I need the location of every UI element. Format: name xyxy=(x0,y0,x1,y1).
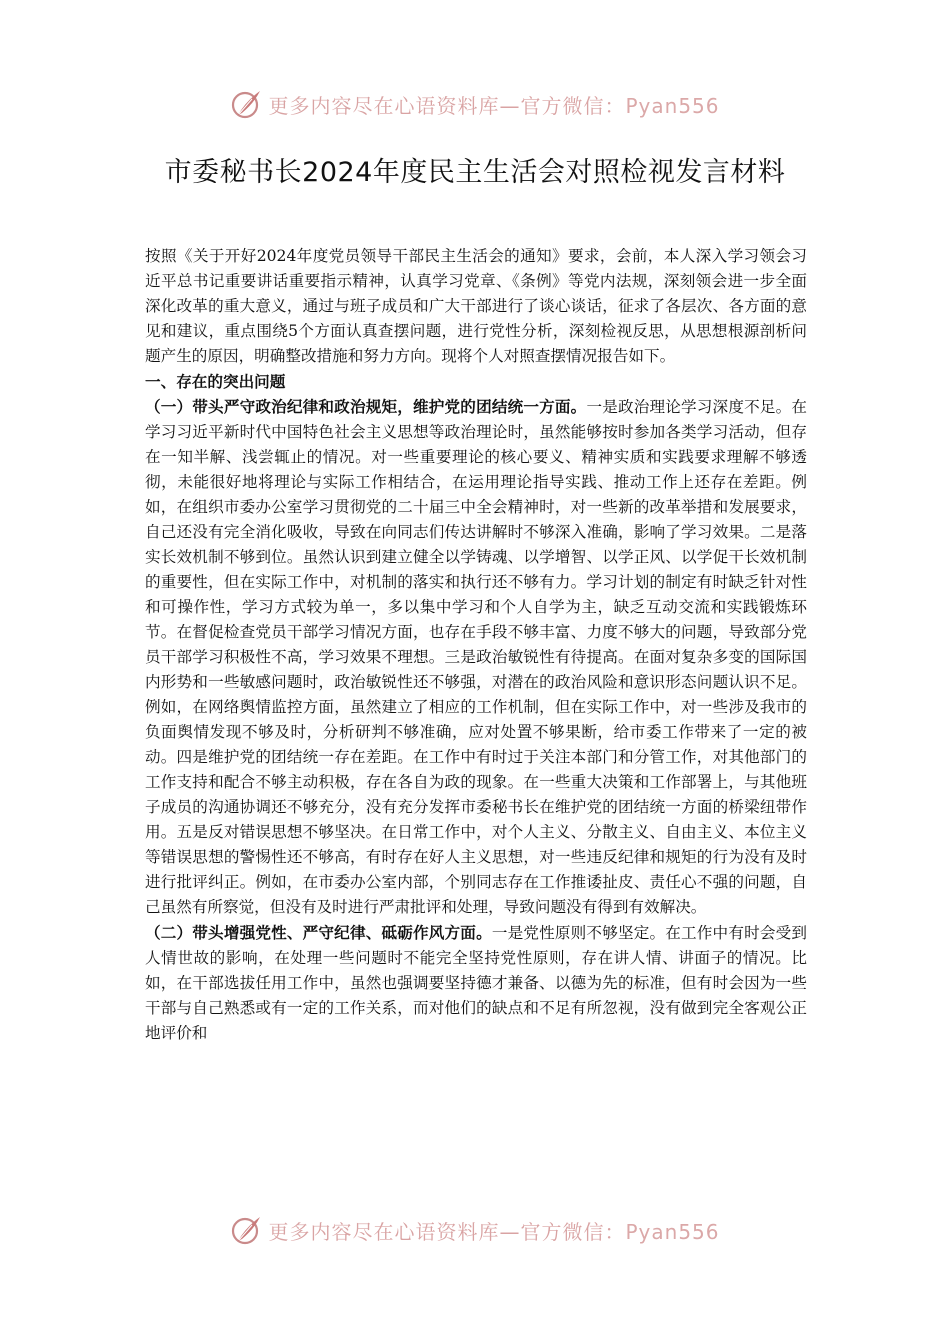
quill-logo-icon xyxy=(230,1213,264,1247)
section-heading: 一、存在的突出问题 xyxy=(145,372,286,391)
watermark-text: 更多内容尽在心语资料库—官方微信：Pyan556 xyxy=(268,1219,720,1244)
subsection-1-body: 一是政治理论学习深度不足。在学习习近平新时代中国特色社会主义思想等政治理论时，虽然能够按时参加各类学习活动，但存在一知半解、浅尝辄止的情况。对一些重要理论的核心要义、精神实质和实践要求理解不够透彻，未能很好地将理论与实际工作相结合，在运用理论指导实践、推动工作上还存在差距。例如，在组织市委办公室学习贯彻党的二十届三中全会精神时，对一些新的改革举措和发展要求，自己还没有完全消化吸收，导致在向同志们传达讲解时不够深入准确，影响了学习效果。二是落实长效机制不够到位。虽然认识到建立健全以学铸魂、以学增智、以学正风、以学促干长效机制的重要性，但在实际工作中，对机制的落实和执行还不够有力。学习计划的制定有时缺乏针对性和可操作性，学习方式较为单一，多以集中学习和个人自学为主，缺乏互动交流和实践锻炼环节。在督促检查党员干部学习情况方面，也存在手段不够丰富、力度不够大的问题，导致部分党员干部学习积极性不高，学习效果不理想。三是政治敏锐性有待提高。在面对复杂多变的国际国内形势和一些敏感问题时，政治敏锐性还不够强，对潜在的政治风险和意识形态问题认识不足。例如，在网络舆情监控方面，虽然建立了相应的工作机制，但在实际工作中，对一些涉及我市的负面舆情发现不够及时，分析研判不够准确，应对处置不够果断，给市委工作带来了一定的被动。四是维护党的团结统一存在差距。在工作中有时过于关注本部门和分管工作，对其他部门的工作支持和配合不够主动积极，存在各自为政的现象。在一些重大决策和工作部署上，与其他班子成员的沟通协调还不够充分，没有充分发挥市委秘书长在维护党的团结统一方面的桥梁纽带作用。五是反对错误思想不够坚决。在日常工作中，对个人主义、分散主义、自由主义、本位主义等错误思想的警惕性还不够高，有时存在好人主义思想，对一些违反纪律和规矩的行为没有及时进行批评纠正。例如，在市委办公室内部，个别同志存在工作推诿扯皮、责任心不强的问题，自己虽然有所察觉，但没有及时进行严肃批评和处理，导致问题没有得到有效解决。 xyxy=(145,398,807,916)
subsection-2 xyxy=(145,920,807,1046)
quill-logo-icon xyxy=(230,87,264,121)
watermark-footer xyxy=(0,1210,950,1250)
document-body xyxy=(145,244,807,1046)
watermark-header xyxy=(0,84,950,124)
subsection-1 xyxy=(145,394,807,920)
watermark-text: 更多内容尽在心语资料库—官方微信：Pyan556 xyxy=(268,93,720,118)
subsection-2-lead: （二）带头增强党性、严守纪律、砥砺作风方面。 xyxy=(145,923,492,942)
subsection-2-body: 一是党性原则不够坚定。在工作中有时会受到人情世故的影响，在处理一些问题时不能完全坚持党性原则，存在讲人情、讲面子的情况。比如，在干部选拔任用工作中，虽然也强调要坚持德才兼备、以德为先的标准，但有时会因为一些干部与自己熟悉或有一定的工作关系，而对他们的缺点和不足有所忽视，没有做到完全客观公正地评价和 xyxy=(145,924,807,1042)
document-title: 市委秘书长2024年度民主生活会对照检视发言材料 xyxy=(164,157,786,188)
intro-paragraph: 按照《关于开好2024年度党员领导干部民主生活会的通知》要求，会前，本人深入学习领会习近平总书记重要讲话重要指示精神，认真学习党章、《条例》等党内法规，深刻领会进一步全面深化改革的重大意义，通过与班子成员和广大干部进行了谈心谈话，征求了各层次、各方面的意见和建议，重点围绕5个方面认真查摆问题，进行党性分析，深刻检视反思，从思想根源剖析问题产生的原因，明确整改措施和努力方向。现将个人对照查摆情况报告如下。 xyxy=(145,247,807,365)
subsection-1-lead: （一）带头严守政治纪律和政治规矩，维护党的团结统一方面。 xyxy=(145,397,587,416)
